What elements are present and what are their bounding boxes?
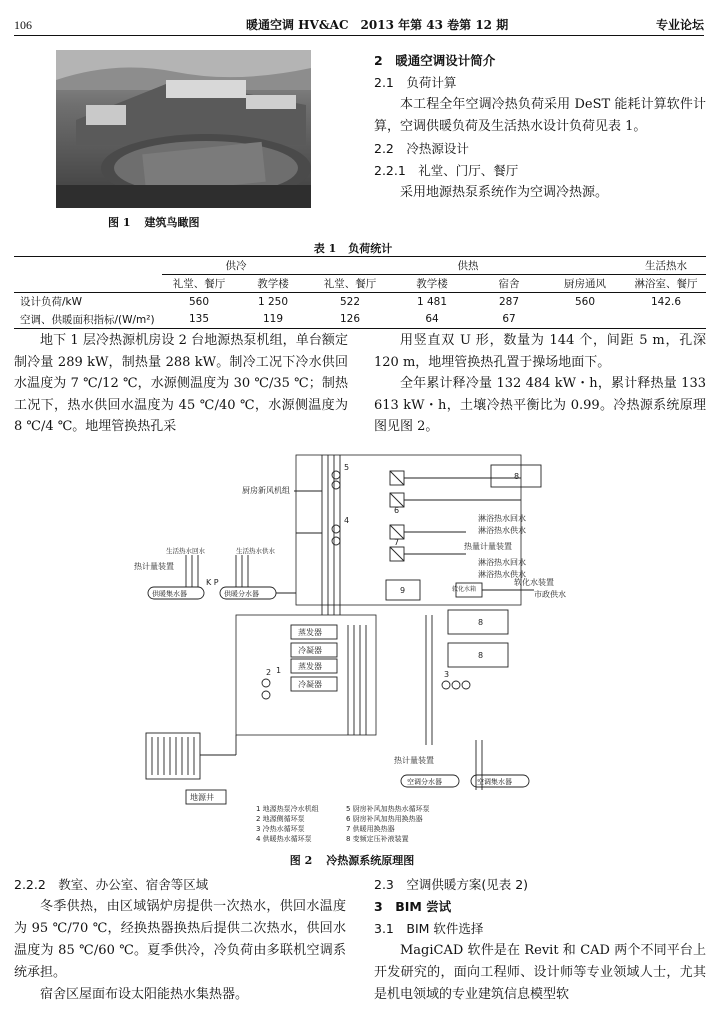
heading-2-3: 2.3 空调供暖方案(见表 2)	[374, 877, 529, 892]
page-header	[14, 14, 704, 36]
table-cell: 64	[390, 311, 474, 329]
label-bath-supply: 淋浴热水供水	[478, 526, 526, 535]
figure1-label: 图 1	[108, 216, 131, 229]
heading-2-2-1: 2.2.1 礼堂、门厅、餐厅	[374, 163, 519, 178]
ground-well	[146, 733, 200, 779]
table-row	[14, 293, 706, 311]
subheader: 宿舍	[474, 275, 544, 293]
label-well: 地源井	[190, 793, 214, 802]
num-1: 1	[276, 666, 282, 675]
table1-title: 负荷统计	[348, 242, 393, 255]
table-cell	[626, 311, 706, 329]
legend-4: 4 供暖热水循环泵	[256, 835, 312, 843]
legend-8: 8 变频定压补液装置	[346, 835, 409, 843]
legend-5: 5 厨房补风加热热水循环泵	[346, 805, 430, 813]
body-right	[374, 330, 706, 438]
para-2-1: 本工程全年空调冷热负荷采用 DeST 能耗计算软件计算，空调供暖负荷及生活热水设计负荷见表 1。	[374, 97, 706, 134]
bottom-left	[14, 874, 346, 1006]
journal-title: 暖通空调 HV&AC 2013 年第 43 卷第 12 期	[246, 18, 509, 32]
figure1-title: 建筑鸟瞰图	[144, 216, 200, 229]
legend-7: 7 供暖用换热器	[346, 825, 395, 833]
num-9: 9	[400, 586, 406, 595]
subheader: 教学楼	[236, 275, 310, 293]
num-2: 2	[266, 668, 272, 677]
subheader: 礼堂、餐厅	[310, 275, 390, 293]
figure2-caption	[0, 852, 718, 868]
label-bath-return-2: 淋浴热水回水	[478, 558, 526, 567]
heading-2-2-2: 2.2.2 教室、办公室、宿舍等区域	[14, 877, 209, 892]
section-name: 专业论坛	[655, 18, 704, 32]
para-3-1: MagiCAD 软件是在 Revit 和 CAD 两个不同平台上开发研究的，面向工程师、设计师等专业领域人士，尤其是机电领域的专业建筑信息模型软	[374, 943, 706, 1002]
aerial-photo	[56, 50, 311, 208]
para-2-2-2-1: 冬季供热，由区域锅炉房提供一次热水，供回水温度为 95 ℃/70 ℃，经换热器换热后提供二次热水，供回水温度为 85 ℃/60 ℃。夏季供冷，冷负荷由多联机空调系统承担。	[14, 899, 346, 980]
heading-2-1: 2.1 负荷计算	[374, 75, 457, 90]
group-heating: 供热	[310, 257, 626, 275]
subheader: 淋浴室、餐厅	[626, 275, 706, 293]
label-condenser-1: 冷凝器	[298, 646, 322, 655]
num-4: 4	[344, 516, 350, 525]
num-3: 3	[444, 670, 450, 679]
table-cell: 287	[498, 295, 520, 308]
label-heat-meter-left: 热计量装置	[134, 562, 174, 571]
group-cooling: 供冷	[162, 257, 310, 275]
table-cell: 560	[188, 295, 210, 308]
table-row	[14, 311, 706, 329]
label-distributor-left: 供暖分水器	[224, 590, 259, 598]
heading-3: 3 BIM 尝试	[374, 899, 452, 914]
group-hotwater: 生活热水	[626, 257, 706, 275]
system-diagram	[126, 445, 626, 845]
heading-3-1: 3.1 BIM 软件选择	[374, 921, 484, 936]
label-heat-meter: 热量计量装置	[464, 542, 512, 551]
label-evaporator-2: 蒸发器	[298, 662, 322, 671]
label-collector-left: 供暖集水器	[152, 590, 187, 598]
label-kitchen-fresh: 厨房新风机组	[242, 486, 290, 495]
heading-2-2: 2.2 冷热源设计	[374, 141, 469, 156]
num-8: 8	[514, 472, 520, 481]
body-right-para-1: 用竖直双 U 形，数量为 144 个，间距 5 m，孔深 120 m，地埋管换热孔置于操场地面下。	[374, 333, 706, 370]
right-column-top	[374, 50, 706, 204]
table-cell: 1 250	[257, 295, 289, 308]
table1-caption	[0, 240, 718, 256]
legend-1: 1 地源热泵冷水机组	[256, 805, 319, 813]
row-label: 设计负荷/kW	[20, 296, 83, 309]
load-table	[14, 256, 706, 329]
figure2-title: 冷热源系统原理图	[326, 854, 415, 867]
label-water-tank: 软化水箱	[452, 586, 477, 593]
num-8b: 8	[478, 618, 484, 627]
label-supply-left-1: 生活热水回水	[166, 547, 205, 555]
num-5: 5	[344, 463, 350, 472]
label-ac-collector: 空调分水器	[407, 778, 442, 786]
num-6: 6	[394, 506, 400, 515]
para-2-2-2-2: 宿舍区屋面布设太阳能热水集热器。	[40, 987, 249, 1002]
label-kp: K P	[206, 578, 219, 587]
table-cell: 135	[162, 311, 236, 329]
heading-2: 2 暖通空调设计简介	[374, 53, 496, 68]
table-cell: 560	[574, 295, 596, 308]
subheader: 教学楼	[390, 275, 474, 293]
table-cell: 522	[339, 295, 361, 308]
num-8c: 8	[478, 651, 484, 660]
label-ac-return: 空调集水器	[477, 778, 512, 786]
subheader: 礼堂、餐厅	[162, 275, 236, 293]
body-right-para-2: 全年累计释冷量 132 484 kW・h，累计释热量 133 613 kW・h，土壤冷热平衡比为 0.99。冷热源系统原理图见图 2。	[374, 376, 706, 434]
label-soft-water: 软化水装置	[514, 578, 554, 587]
label-evaporator-1: 蒸发器	[298, 628, 322, 637]
label-condenser-2: 冷凝器	[298, 680, 322, 689]
aerial-photo-drawing	[56, 50, 311, 208]
row-label: 空调、供暖面积指标/(W/m²)	[14, 311, 162, 329]
body-left	[14, 330, 348, 438]
table-cell: 119	[236, 311, 310, 329]
legend-6: 6 厨房补风加热用换热器	[346, 815, 423, 823]
table-cell: 67	[474, 311, 544, 329]
table-cell	[544, 311, 626, 329]
para-2-2-1: 采用地源热泵系统作为空调冷热源。	[400, 185, 609, 200]
bottom-right	[374, 874, 706, 1006]
subheader: 厨房通风	[544, 275, 626, 293]
figure1-caption	[108, 214, 213, 230]
legend-3: 3 冷热水循环泵	[256, 825, 305, 833]
figure2-label: 图 2	[289, 854, 313, 867]
table-cell: 1 481	[416, 295, 448, 308]
label-bath-return: 淋浴热水回水	[478, 514, 526, 523]
legend-2: 2 地源侧循环泵	[256, 815, 305, 823]
num-7: 7	[394, 538, 400, 547]
label-heat-meter-right: 热计量装置	[394, 756, 434, 765]
label-bath-supply-2: 淋浴热水供水	[478, 570, 526, 579]
table-cell: 126	[310, 311, 390, 329]
body-left-para: 地下 1 层冷热源机房设 2 台地源热泵机组，单台额定制冷量 289 kW，制热量 288 kW。制冷工况下冷水供回水温度为 7 ℃/12 ℃，水源侧温度为 30 ℃/35 ℃；制热工况下，热水供回水温度为 45 ℃/40 ℃，水源侧温度为 8 ℃/4 ℃。地埋管换热孔采	[14, 333, 348, 434]
table1-label: 表 1	[313, 242, 337, 255]
page-number: 106	[14, 18, 32, 32]
label-supply-left-2: 生活热水供水	[236, 547, 275, 555]
label-city-water: 市政供水	[534, 590, 566, 599]
table-cell: 142.6	[650, 295, 682, 308]
